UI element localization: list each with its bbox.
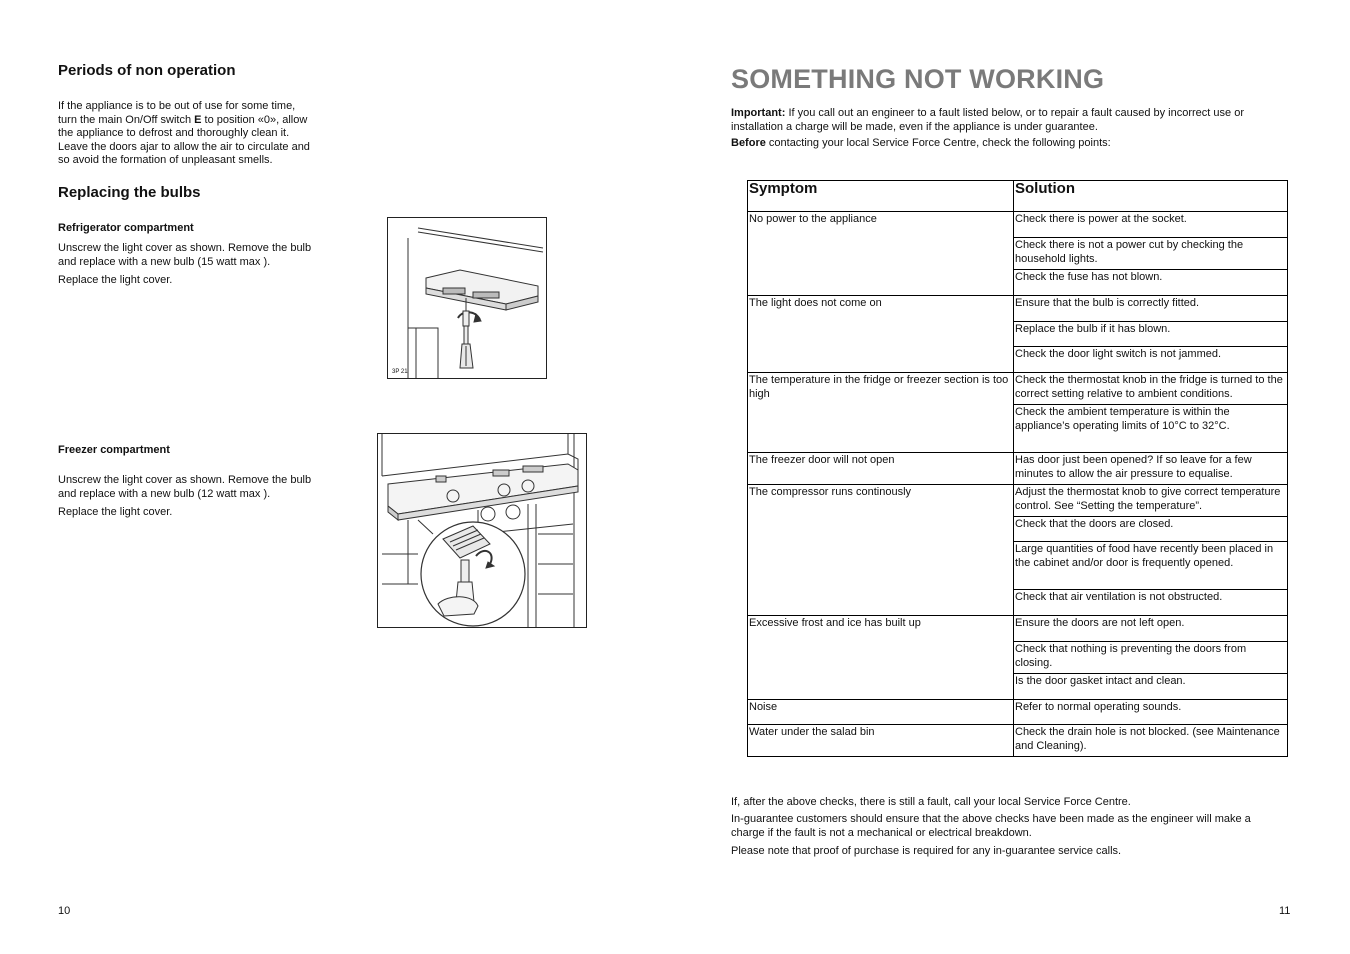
solution-cell: Check the fuse has not blown. [1014, 270, 1288, 296]
solution-cell: Check that the doors are closed. [1014, 517, 1288, 542]
footer-line-1: If, after the above checks, there is still a fault, call your local Service Force Centre. [731, 796, 1131, 808]
table-header-row [748, 181, 1288, 212]
footer-line-2a: In-guarantee customers should ensure that the above checks have been made as the engineer will make a [731, 813, 1251, 825]
symptom-cell: Water under the salad bin [748, 725, 1014, 757]
symptom-cell: The light does not come on [748, 296, 1014, 373]
page-number-right: 11 [1279, 905, 1291, 917]
table-row [748, 485, 1288, 517]
freezer-line-2: and replace with a new bulb (12 watt max ). [58, 487, 271, 500]
freezer-compartment-heading: Freezer compartment [58, 444, 170, 456]
header-solution: Solution [1014, 181, 1288, 212]
periods-line-5: so avoid the formation of unpleasant smells. [58, 154, 273, 166]
bulbs-heading: Replacing the bulbs [58, 184, 201, 201]
table-row [748, 296, 1288, 322]
periods-line-1: If the appliance is to be out of use for some time, [58, 100, 296, 112]
periods-line-2-part: turn the main On/Off switch [58, 113, 195, 126]
fridge-line-2: and replace with a new bulb (15 watt max ). [58, 255, 271, 268]
symptom-cell: No power to the appliance [748, 212, 1014, 296]
solution-cell: Ensure the doors are not left open. [1014, 616, 1288, 642]
fridge-illustration [388, 218, 546, 378]
freezer-replace-cover: Replace the light cover. [58, 506, 173, 518]
table-row [748, 453, 1288, 485]
before-label: Before [731, 137, 766, 149]
solution-cell: Check the ambient temperature is within the appliance’s operating limits of 10°C to 32°C. [1014, 405, 1288, 453]
symptom-cell: The compressor runs continously [748, 485, 1014, 616]
intro-important-line-2: installation a charge will be made, even if the appliance is under guarantee. [731, 120, 1098, 133]
freezer-line-1: Unscrew the light cover as shown. Remove the bulb [58, 474, 312, 486]
table-row [748, 373, 1288, 405]
solution-cell: Ensure that the bulb is correctly fitted. [1014, 296, 1288, 322]
footer-line-2b: charge if the fault is not a mechanical or electrical breakdown. [731, 826, 1032, 839]
solution-cell: Large quantities of food have recently been placed in the cabinet and/or door is frequently opened. [1014, 542, 1288, 590]
solution-cell: Is the door gasket intact and clean. [1014, 674, 1288, 700]
footer-line-3: Please note that proof of purchase is required for any in-guarantee service calls. [731, 845, 1122, 857]
intro-important-line-1 [731, 107, 1244, 121]
periods-heading: Periods of non operation [58, 62, 236, 79]
symptom-cell: The temperature in the fridge or freezer section is too high [748, 373, 1014, 453]
periods-line-2-text [58, 114, 307, 126]
solution-cell: Replace the bulb if it has blown. [1014, 322, 1288, 347]
symptom-cell: Noise [748, 700, 1014, 725]
solution-cell: Check there is not a power cut by checking the household lights. [1014, 238, 1288, 270]
periods-line-2-part: to position «0», allow [201, 113, 308, 126]
table-row [748, 616, 1288, 642]
fridge-figure-code: 3P 21 [392, 369, 408, 375]
solution-cell: Check the drain hole is not blocked. (see Maintenance and Cleaning). [1014, 725, 1288, 757]
solution-cell: Has door just been opened? If so leave for a few minutes to allow the air pressure to equalise. [1014, 453, 1288, 485]
fridge-replace-cover: Replace the light cover. [58, 274, 173, 286]
solution-cell: Adjust the thermostat knob to give correct temperature control. See “Setting the temperature”. [1014, 485, 1288, 517]
solution-cell: Refer to normal operating sounds. [1014, 700, 1288, 725]
solution-cell: Check that air ventilation is not obstructed. [1014, 590, 1288, 616]
page-title: SOMETHING NOT WORKING [731, 64, 1105, 94]
table-row [748, 725, 1288, 757]
important-text: If you call out an engineer to a fault listed below, or to repair a fault caused by incorrect use or [785, 107, 1244, 119]
freezer-illustration [378, 434, 586, 627]
symptom-cell: Excessive frost and ice has built up [748, 616, 1014, 700]
solution-cell: Check the thermostat knob in the fridge is turned to the correct setting relative to ambient conditions. [1014, 373, 1288, 405]
periods-line-4: Leave the doors ajar to allow the air to circulate and [58, 140, 310, 153]
fridge-compartment-heading: Refrigerator compartment [58, 222, 194, 234]
before-text: contacting your local Service Force Centre, check the following points: [765, 137, 1111, 149]
fridge-line-1: Unscrew the light cover as shown. Remove the bulb [58, 242, 312, 254]
table-row [748, 212, 1288, 238]
troubleshooting-table [747, 180, 1288, 757]
solution-cell: Check there is power at the socket. [1014, 212, 1288, 238]
solution-cell: Check the door light switch is not jammed. [1014, 347, 1288, 373]
table-row [748, 700, 1288, 725]
periods-line-2 [58, 114, 307, 128]
page-number-left: 10 [58, 905, 71, 917]
periods-line-3: the appliance to defrost and thoroughly clean it. [58, 127, 290, 139]
intro-before-line [731, 137, 1111, 151]
solution-cell: Check that nothing is preventing the doors from closing. [1014, 642, 1288, 674]
freezer-bulb-figure [377, 433, 587, 628]
header-symptom: Symptom [748, 181, 1014, 212]
important-label: Important: [731, 107, 786, 119]
symptom-cell: The freezer door will not open [748, 453, 1014, 485]
switch-e-label: E [194, 113, 202, 126]
fridge-bulb-figure [387, 217, 547, 379]
